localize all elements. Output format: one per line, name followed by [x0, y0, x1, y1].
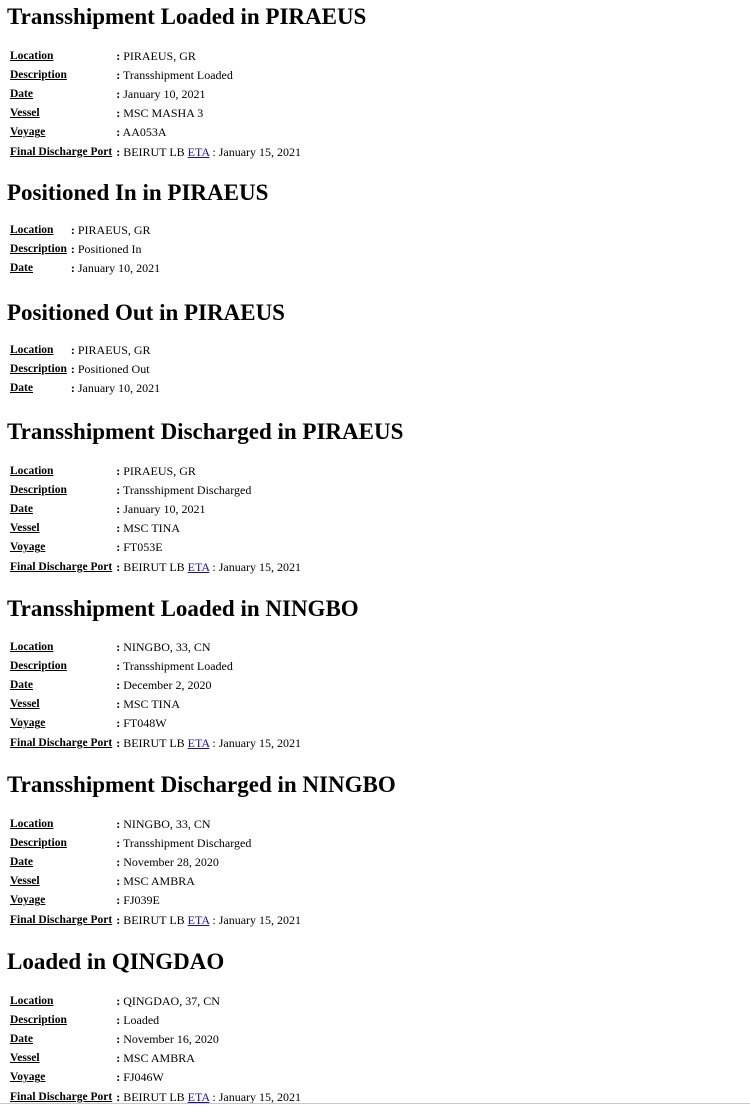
final-discharge-port-value: [114, 142, 303, 161]
separator: :: [116, 67, 121, 82]
separator: :: [116, 144, 121, 159]
separator: :: [116, 1031, 121, 1046]
separator: :: [116, 658, 121, 673]
date-label: Date: [10, 855, 33, 868]
vessel-text: MSC AMBRA: [123, 1051, 195, 1066]
description-label: Description: [10, 483, 67, 496]
separator: :: [116, 1012, 121, 1027]
description-value: [114, 65, 303, 84]
event-details-table: [8, 220, 162, 278]
location-label: Location: [10, 640, 54, 653]
location-text: PIRAEUS, GR: [77, 222, 151, 237]
date-label: Date: [10, 502, 33, 515]
detail-row-voyage: [8, 891, 303, 910]
event-details-table: [8, 991, 303, 1106]
voyage-value: [114, 714, 303, 733]
event-section: [7, 417, 403, 576]
description-value: [114, 656, 303, 675]
detail-row-location: [8, 637, 303, 656]
eta-link[interactable]: ETA: [187, 559, 210, 574]
location-value: [114, 637, 303, 656]
eta-date-text: : January 15, 2021: [212, 559, 302, 574]
event-title: Loaded in QINGDAO: [7, 949, 225, 974]
detail-row-final-discharge-port: [8, 733, 303, 752]
date-text: January 10, 2021: [123, 86, 206, 101]
final-discharge-port-label: Final Discharge Port: [10, 736, 113, 749]
date-label: Date: [10, 1032, 33, 1045]
location-label: Location: [10, 343, 54, 356]
divider: [0, 1103, 750, 1104]
detail-row-date: [8, 1029, 303, 1048]
separator: :: [116, 735, 121, 750]
separator: :: [116, 125, 121, 140]
voyage-text: AA053A: [122, 125, 167, 140]
location-value: [114, 46, 303, 65]
detail-row-vessel: [8, 104, 303, 123]
description-text: Loaded: [123, 1012, 160, 1027]
separator: :: [116, 521, 121, 536]
vessel-value: [114, 695, 303, 714]
description-value: [69, 359, 162, 378]
description-value: [69, 239, 162, 258]
separator: :: [116, 677, 121, 692]
separator: :: [116, 993, 121, 1008]
location-text: QINGDAO, 37, CN: [123, 993, 220, 1008]
vessel-text: MSC AMBRA: [123, 874, 195, 889]
location-label: Location: [10, 464, 54, 477]
event-section: [7, 947, 303, 1106]
detail-row-date: [8, 852, 303, 871]
separator: :: [70, 380, 75, 395]
location-value: [114, 461, 303, 480]
detail-row-voyage: [8, 538, 303, 557]
date-value: [114, 675, 303, 694]
voyage-value: [114, 891, 303, 910]
location-value: [114, 814, 303, 833]
separator: :: [116, 463, 121, 478]
description-text: Transshipment Loaded: [123, 67, 233, 82]
detail-row-description: [8, 1010, 303, 1029]
vessel-value: [114, 104, 303, 123]
event-details-table: [8, 637, 303, 752]
separator: :: [70, 222, 75, 237]
location-text: NINGBO, 33, CN: [123, 639, 211, 654]
detail-row-description: [8, 65, 303, 84]
voyage-label: Voyage: [10, 541, 46, 554]
detail-row-description: [8, 480, 303, 499]
event-title: Transshipment Discharged in PIRAEUS: [7, 419, 404, 444]
voyage-label: Voyage: [10, 894, 46, 907]
description-label: Description: [10, 1013, 67, 1026]
date-value: [114, 1029, 303, 1048]
voyage-text: FJ039E: [123, 893, 160, 908]
description-text: Transshipment Loaded: [123, 658, 233, 673]
event-details-table: [8, 340, 162, 398]
voyage-value: [114, 538, 303, 557]
voyage-text: FJ046W: [123, 1070, 164, 1085]
eta-date-text: : January 15, 2021: [212, 1089, 302, 1104]
date-value: [69, 378, 162, 397]
separator: :: [116, 816, 121, 831]
separator: :: [116, 835, 121, 850]
event-title: Positioned In in PIRAEUS: [7, 180, 269, 205]
location-text: PIRAEUS, GR: [123, 463, 196, 478]
location-label: Location: [10, 49, 54, 62]
event-title: Transshipment Loaded in NINGBO: [7, 596, 359, 621]
detail-row-location: [8, 991, 303, 1010]
separator: :: [116, 1051, 121, 1066]
final-port-text: BEIRUT LB: [123, 144, 185, 159]
separator: :: [116, 1089, 121, 1104]
event-details-table: [8, 814, 303, 929]
eta-date-text: : January 15, 2021: [212, 735, 302, 750]
vessel-text: MSC TINA: [123, 521, 180, 536]
location-value: [69, 220, 162, 239]
detail-row-description: [8, 239, 162, 258]
separator: :: [116, 639, 121, 654]
description-label: Description: [10, 242, 67, 255]
date-text: November 16, 2020: [123, 1031, 219, 1046]
location-text: PIRAEUS, GR: [123, 48, 196, 63]
separator: :: [116, 501, 121, 516]
event-section: [7, 770, 396, 929]
eta-link[interactable]: ETA: [187, 1089, 210, 1104]
separator: :: [70, 361, 75, 376]
detail-row-date: [8, 499, 303, 518]
date-text: December 2, 2020: [123, 677, 212, 692]
separator: :: [116, 540, 121, 555]
event-section: [7, 2, 366, 161]
detail-row-date: [8, 675, 303, 694]
event-title: Positioned Out in PIRAEUS: [7, 300, 285, 325]
detail-row-date: [8, 84, 303, 103]
detail-row-final-discharge-port: [8, 910, 303, 929]
detail-row-location: [8, 461, 303, 480]
vessel-value: [114, 1049, 303, 1068]
final-port-text: BEIRUT LB: [123, 912, 185, 927]
description-label: Description: [10, 68, 67, 81]
description-value: [114, 833, 303, 852]
description-label: Description: [10, 836, 67, 849]
date-text: January 10, 2021: [123, 501, 206, 516]
detail-row-description: [8, 656, 303, 675]
description-value: [114, 480, 303, 499]
date-value: [69, 258, 162, 277]
final-discharge-port-label: Final Discharge Port: [10, 560, 113, 573]
final-discharge-port-value: [114, 910, 303, 929]
separator: :: [70, 260, 75, 275]
voyage-text: FT053E: [123, 540, 163, 555]
eta-link[interactable]: ETA: [187, 144, 210, 159]
detail-row-location: [8, 46, 303, 65]
final-discharge-port-label: Final Discharge Port: [10, 913, 113, 926]
detail-row-location: [8, 220, 162, 239]
vessel-label: Vessel: [10, 698, 40, 711]
detail-row-vessel: [8, 1049, 303, 1068]
event-details-table: [8, 46, 303, 161]
location-label: Location: [10, 223, 54, 236]
separator: :: [116, 86, 121, 101]
description-text: Transshipment Discharged: [123, 835, 252, 850]
separator: :: [116, 1070, 121, 1085]
vessel-text: MSC MASHA 3: [123, 106, 204, 121]
event-section: [7, 594, 359, 752]
separator: :: [70, 241, 75, 256]
voyage-value: [114, 123, 303, 142]
separator: :: [116, 697, 121, 712]
final-discharge-port-value: [114, 733, 303, 752]
separator: :: [116, 106, 121, 121]
detail-row-voyage: [8, 714, 303, 733]
location-label: Location: [10, 994, 54, 1007]
separator: :: [116, 48, 121, 63]
date-value: [114, 84, 303, 103]
separator: :: [116, 912, 121, 927]
detail-row-vessel: [8, 519, 303, 538]
voyage-label: Voyage: [10, 717, 46, 730]
detail-row-location: [8, 340, 162, 359]
vessel-label: Vessel: [10, 522, 40, 535]
detail-row-final-discharge-port: [8, 142, 303, 161]
vessel-label: Vessel: [10, 1052, 40, 1065]
separator: :: [116, 854, 121, 869]
detail-row-date: [8, 378, 162, 397]
event-title: Transshipment Discharged in NINGBO: [7, 772, 396, 797]
final-port-text: BEIRUT LB: [123, 1089, 185, 1104]
detail-row-description: [8, 833, 303, 852]
detail-row-date: [8, 258, 162, 277]
voyage-label: Voyage: [10, 1071, 46, 1084]
final-port-text: BEIRUT LB: [123, 735, 185, 750]
detail-row-vessel: [8, 695, 303, 714]
date-value: [114, 852, 303, 871]
vessel-label: Vessel: [10, 107, 40, 120]
final-port-text: BEIRUT LB: [123, 559, 185, 574]
event-section: [7, 178, 268, 278]
separator: :: [116, 559, 121, 574]
description-label: Description: [10, 362, 67, 375]
event-details-table: [8, 461, 303, 576]
eta-date-text: : January 15, 2021: [212, 144, 302, 159]
date-text: January 10, 2021: [77, 260, 161, 275]
detail-row-final-discharge-port: [8, 557, 303, 576]
voyage-value: [114, 1068, 303, 1087]
date-text: November 28, 2020: [123, 854, 219, 869]
event-title: Transshipment Loaded in PIRAEUS: [7, 4, 367, 29]
description-value: [114, 1010, 303, 1029]
date-label: Date: [10, 381, 33, 394]
detail-row-vessel: [8, 872, 303, 891]
date-label: Date: [10, 261, 33, 274]
final-discharge-port-value: [114, 557, 303, 576]
separator: :: [70, 342, 75, 357]
detail-row-voyage: [8, 123, 303, 142]
description-text: Positioned Out: [77, 361, 150, 376]
final-discharge-port-label: Final Discharge Port: [10, 1090, 113, 1103]
eta-link[interactable]: ETA: [187, 912, 210, 927]
eta-link[interactable]: ETA: [187, 735, 210, 750]
date-value: [114, 499, 303, 518]
eta-date-text: : January 15, 2021: [212, 912, 302, 927]
detail-row-description: [8, 359, 162, 378]
separator: :: [116, 716, 121, 731]
location-label: Location: [10, 817, 54, 830]
final-discharge-port-label: Final Discharge Port: [10, 145, 113, 158]
detail-row-voyage: [8, 1068, 303, 1087]
vessel-text: MSC TINA: [123, 697, 180, 712]
detail-row-location: [8, 814, 303, 833]
date-text: January 10, 2021: [77, 380, 161, 395]
separator: :: [116, 893, 121, 908]
voyage-label: Voyage: [10, 126, 46, 139]
location-text: NINGBO, 33, CN: [123, 816, 211, 831]
separator: :: [116, 482, 121, 497]
date-label: Date: [10, 87, 33, 100]
vessel-value: [114, 872, 303, 891]
description-text: Positioned In: [77, 241, 142, 256]
event-section: [7, 298, 285, 398]
description-label: Description: [10, 659, 67, 672]
vessel-label: Vessel: [10, 875, 40, 888]
description-text: Transshipment Discharged: [123, 482, 252, 497]
vessel-value: [114, 519, 303, 538]
date-label: Date: [10, 678, 33, 691]
location-value: [114, 991, 303, 1010]
voyage-text: FT048W: [123, 716, 167, 731]
separator: :: [116, 874, 121, 889]
location-value: [69, 340, 162, 359]
location-text: PIRAEUS, GR: [77, 342, 151, 357]
